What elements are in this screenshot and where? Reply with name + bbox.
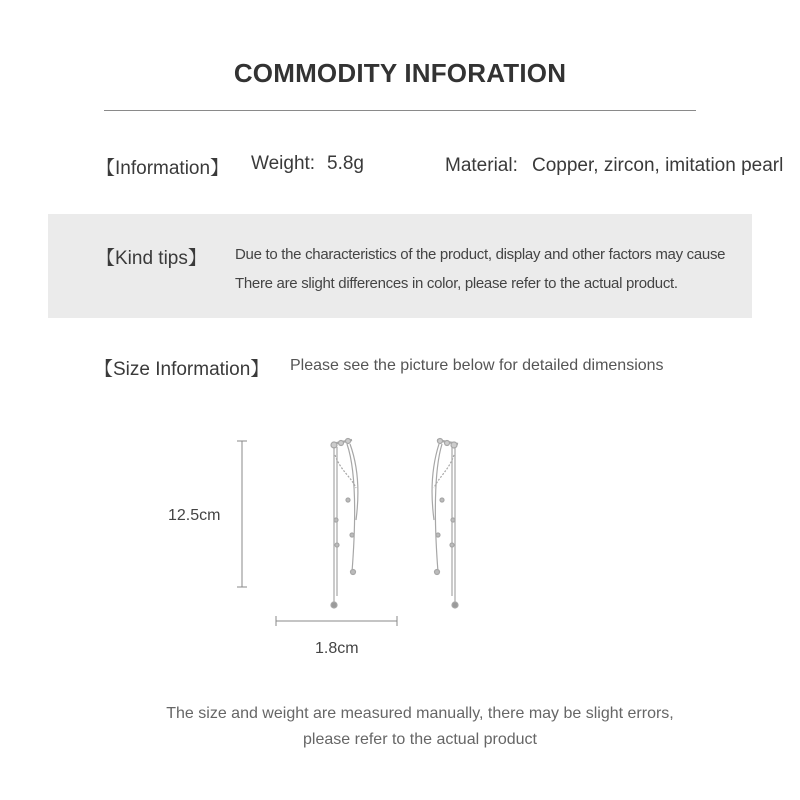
footer-note-line-2: please refer to the actual product <box>303 731 537 748</box>
material-label: Material: <box>445 155 518 176</box>
width-dimension-label: 1.8cm <box>315 640 359 657</box>
page-title: COMMODITY INFORATION <box>233 58 567 88</box>
kind-tips-label: 【Kind tips】 <box>96 248 207 269</box>
kind-tips-line-1: Due to the characteristics of the product, display and other factors may cause <box>235 246 726 263</box>
right-earring <box>432 439 458 609</box>
information-label: 【Information】 <box>96 158 230 179</box>
size-information-label: 【Size Information】 <box>94 359 270 380</box>
size-information-description: Please see the picture below for detailed dimensions <box>290 357 664 374</box>
left-earring <box>331 439 358 609</box>
height-dimension-label: 12.5cm <box>168 507 221 524</box>
weight-label: Weight: <box>251 153 316 174</box>
material-value: Copper, zircon, imitation pearl <box>532 155 784 176</box>
kind-tips-line-2: There are slight differences in color, please refer to the actual product. <box>235 275 678 292</box>
width-dimension-line <box>276 616 397 626</box>
footer-note-line-1: The size and weight are measured manually, there may be slight errors, <box>166 705 674 722</box>
height-dimension-line <box>237 441 247 587</box>
weight-value: 5.8g <box>327 153 364 174</box>
